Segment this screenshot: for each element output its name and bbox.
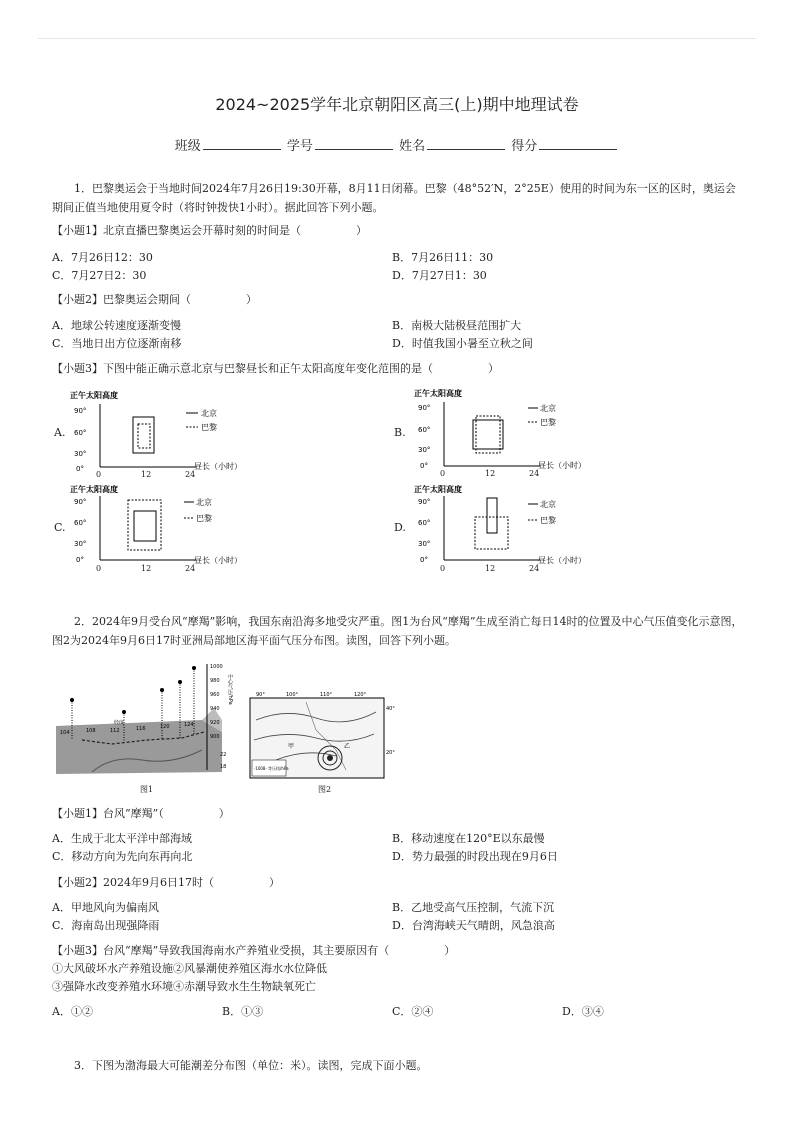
q1-sub1: 【小题1】北京直播巴黎奥运会开幕时刻的时间是（ ） [52,224,367,237]
graph-letter-d[interactable]: D. [394,521,406,534]
svg-text:北京: 北京 [540,404,556,413]
svg-text:昼长（小时）: 昼长（小时） [194,462,242,471]
q2-sub2: 【小题2】2024年9月6日17时（ ） [52,876,280,889]
q2-s3-opt-d[interactable]: D．③④ [562,1005,604,1018]
q2-s3-opt-a[interactable]: A．①② [52,1005,93,1018]
svg-text:90°: 90° [418,498,431,506]
q1-s1-opt-b[interactable]: B．7月26日11：30 [392,251,494,264]
svg-text:巴黎: 巴黎 [201,423,217,432]
svg-text:0°: 0° [420,462,428,470]
option-c-graph [66,482,256,570]
q1-s1-opt-d[interactable]: D．7月27日1：30 [392,269,487,282]
svg-text:巴黎: 巴黎 [540,516,556,525]
svg-text:104: 104 [60,730,70,736]
q3-stem: 3．下图为渤海最大可能潮差分布图（单位：米）。读图，完成下面小题。 [74,1059,428,1072]
q1-s1-opt-a[interactable]: A．7月26日12：30 [52,251,153,264]
svg-text:100°: 100° [286,692,299,698]
class-label: 班级 [174,139,201,154]
svg-text:经度: 经度 [114,720,125,726]
fig2-caption: 图2 [318,785,332,794]
option-b-graph [410,386,600,476]
svg-text:正午太阳高度: 正午太阳高度 [70,485,118,494]
svg-text:90°: 90° [74,407,87,415]
svg-text:·1008· 等压线/hPa: ·1008· 等压线/hPa [254,766,289,771]
svg-text:30°: 30° [418,446,431,454]
q2-s1-opt-b[interactable]: B．移动速度在120°E以东最慢 [392,832,545,845]
svg-text:乙: 乙 [344,743,351,750]
q2-s2-opt-c[interactable]: C．海南岛出现强降雨 [52,919,160,932]
q2-stem: 2．2024年9月受台风“摩羯”影响，我国东南沿海多地受灾严重。图1为台风“摩羯”生成至消亡每日14时的位置及中心气压值变化示意图，图2为2024年9月6日17时亚洲局部地区海平面气压分布图。读图，回答下列小题。 [52,615,743,647]
svg-text:900: 900 [210,734,220,740]
score-blank[interactable] [539,137,617,150]
q2-sub1: 【小题1】台风“摩羯”（ ） [52,807,230,820]
svg-text:正午太阳高度: 正午太阳高度 [414,485,462,494]
svg-text:108: 108 [86,728,96,734]
svg-text:980: 980 [210,678,220,684]
typhoon-figure-1 [52,660,234,778]
graph-letter-c[interactable]: C. [54,521,66,534]
q1-sub2: 【小题2】巴黎奥运会期间（ ） [52,293,257,306]
svg-text:60°: 60° [418,426,431,434]
option-d-graph [410,482,600,570]
svg-text:120: 120 [160,724,170,730]
svg-text:北京: 北京 [196,498,212,507]
svg-text:40°: 40° [386,706,395,712]
student-info-row [0,135,794,154]
q2-s1-opt-a[interactable]: A．生成于北太平洋中部海域 [52,832,192,845]
q2-s2-opt-b[interactable]: B．乙地受高气压控制，气流下沉 [392,901,555,914]
svg-text:北京: 北京 [540,500,556,509]
class-blank[interactable] [203,137,281,150]
name-blank[interactable] [427,137,505,150]
svg-text:北京: 北京 [201,409,217,418]
score-label: 得分 [511,139,538,154]
svg-text:20°: 20° [386,750,395,756]
svg-text:30°: 30° [418,540,431,548]
q1-s2-opt-b[interactable]: B．南极大陆极昼范围扩大 [392,319,522,332]
svg-text:60°: 60° [418,519,431,527]
svg-text:920: 920 [210,720,220,726]
svg-text:昼长（小时）: 昼长（小时） [538,461,586,470]
svg-text:30°: 30° [74,540,87,548]
svg-text:120°: 120° [354,692,367,698]
svg-text:60°: 60° [74,429,87,437]
q2-s3-line2: ③强降水改变养殖水环境④赤潮导致水生生物缺氧死亡 [52,980,316,993]
graph-letter-a[interactable]: A. [54,426,66,439]
name-label: 姓名 [399,139,426,154]
q2-s2-opt-a[interactable]: A．甲地风向为偏南风 [52,901,159,914]
svg-text:巴黎: 巴黎 [196,514,212,523]
svg-text:18: 18 [220,764,227,770]
svg-text:940: 940 [210,706,220,712]
svg-text:110°: 110° [320,692,333,698]
id-label: 学号 [286,139,313,154]
header-rule [38,38,756,39]
svg-text:90°: 90° [256,692,265,698]
svg-text:1000: 1000 [210,664,223,670]
svg-text:116: 116 [136,726,146,732]
q2-s3-line1: ①大风破坏水产养殖设施②风暴潮使养殖区海水水位降低 [52,962,327,975]
q2-s1-opt-c[interactable]: C．移动方向为先向东再向北 [52,850,193,863]
svg-text:60°: 60° [74,519,87,527]
svg-text:正午太阳高度: 正午太阳高度 [414,389,462,398]
svg-text:90°: 90° [418,404,431,412]
graph-ylabel: 正午太阳高度 [70,391,118,400]
q1-s2-opt-d[interactable]: D．时值我国小暑至立秋之间 [392,337,533,350]
svg-text:巴黎: 巴黎 [540,418,556,427]
q1-s1-opt-c[interactable]: C．7月27日2：30 [52,269,147,282]
svg-text:甲: 甲 [288,743,295,750]
svg-text:124: 124 [184,722,194,728]
q2-s3-opt-b[interactable]: B．①③ [222,1005,264,1018]
svg-text:22: 22 [220,752,227,758]
svg-text:0°: 0° [76,465,84,473]
svg-text:960: 960 [210,692,220,698]
svg-text:30°: 30° [74,450,87,458]
graph-letter-b[interactable]: B. [394,426,406,439]
page-title: 2024~2025学年北京朝阳区高三(上)期中地理试卷 [215,95,579,114]
q2-sub3: 【小题3】台风“摩羯”导致我国海南水产养殖业受损，其主要原因有（ ） [52,944,456,957]
svg-text:90°: 90° [74,498,87,506]
q1-sub3: 【小题3】下图中能正确示意北京与巴黎昼长和正午太阳高度年变化范围的是（ ） [52,362,499,375]
pressure-map-figure-2 [246,690,396,782]
svg-text:中心气压/hPa: 中心气压/hPa [227,674,233,705]
q2-s1-opt-d[interactable]: D．势力最强的时段出现在9月6日 [392,850,558,863]
q2-s2-opt-d[interactable]: D．台湾海峡天气晴朗，风急浪高 [392,919,555,932]
fig1-caption: 图1 [140,785,154,794]
id-blank[interactable] [315,137,393,150]
q1-s2-opt-a[interactable]: A．地球公转速度逐渐变慢 [52,319,181,332]
option-a-graph [66,386,256,476]
svg-text:112: 112 [110,728,120,734]
q2-s3-opt-c[interactable]: C．②④ [392,1005,434,1018]
q1-stem: 1．巴黎奥运会于当地时间2024年7月26日19:30开幕，8月11日闭幕。巴黎（48°52′N，2°25E）使用的时间为东一区的区时，奥运会期间正值当地使用夏令时（将时钟拨快1小时）。据此回答下列小题。 [52,182,736,214]
svg-text:0°: 0° [76,556,84,564]
q1-s2-opt-c[interactable]: C．当地日出方位逐渐南移 [52,337,182,350]
svg-text:昼长（小时）: 昼长（小时） [538,556,586,565]
svg-text:昼长（小时）: 昼长（小时） [194,556,242,565]
svg-text:0°: 0° [420,556,428,564]
